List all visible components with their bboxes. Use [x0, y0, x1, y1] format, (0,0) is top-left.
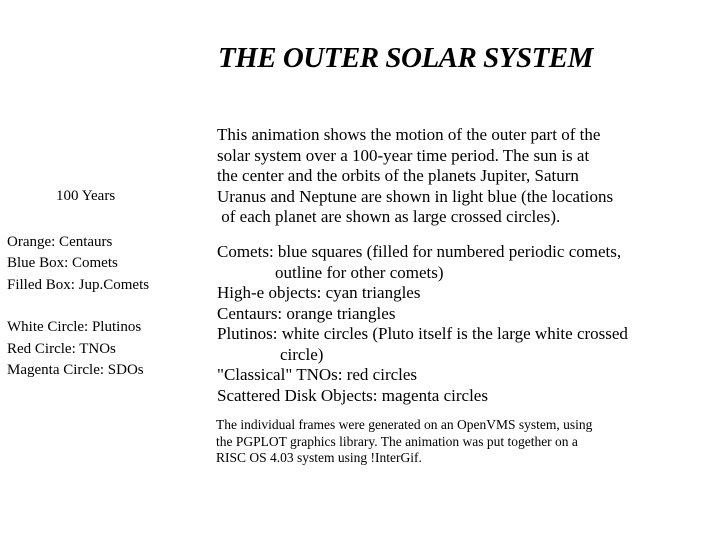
legend-item-comets: Blue Box: Comets: [7, 255, 118, 271]
credits-line: The individual frames were generated on an OpenVMS system, using: [216, 417, 593, 432]
symbol-key-scattered-disk: Scattered Disk Objects: magenta circles: [217, 385, 488, 405]
intro-paragraph: [217, 125, 697, 228]
legend-item-sdos: Magenta Circle: SDOs: [7, 362, 144, 378]
intro-line: solar system over a 100-year time period. The sun is at: [217, 145, 590, 165]
symbol-key-centaurs: Centaurs: orange triangles: [217, 303, 396, 323]
legend-item-tnos: Red Circle: TNOs: [7, 340, 116, 357]
credits-line: the PGPLOT graphics library. The animation was put together on a: [216, 433, 578, 449]
symbol-key-comets: Comets: blue squares (filled for numbered periodic comets,: [217, 242, 622, 261]
page-title: THE OUTER SOLAR SYSTEM: [218, 42, 593, 74]
symbol-key-list: [217, 242, 697, 406]
symbol-key-plutinos: Plutinos: white circles (Pluto itself is the large white crossed: [217, 324, 628, 343]
credits-line: RISC OS 4.03 system using !InterGif.: [216, 450, 422, 465]
intro-line: This animation shows the motion of the outer part of the: [217, 125, 601, 144]
legend-group-small-bodies: [7, 232, 149, 297]
intro-line: the center and the orbits of the planets Jupiter, Saturn: [217, 166, 579, 185]
years-label: 100 Years: [56, 188, 116, 204]
symbol-key-comets-cont: outline for other comets): [275, 262, 444, 282]
legend-item-plutinos: White Circle: Plutinos: [7, 319, 142, 335]
legend-item-jupiter-comets: Filled Box: Jup.Comets: [7, 276, 150, 293]
legend-item-centaurs: Orange: Centaurs: [7, 233, 113, 250]
intro-line: Uranus and Neptune are shown in light blue (the locations: [217, 186, 614, 206]
symbol-key-high-e: High-e objects: cyan triangles: [217, 283, 421, 302]
intro-line: of each planet are shown as large crossed circles).: [217, 207, 561, 226]
legend-group-tnos: [7, 317, 149, 382]
symbol-key-plutinos-cont: circle): [280, 344, 324, 364]
legend-panel: [7, 186, 149, 403]
symbol-key-classical-tnos: "Classical" TNOs: red circles: [217, 365, 418, 384]
credits-paragraph: [216, 417, 696, 467]
